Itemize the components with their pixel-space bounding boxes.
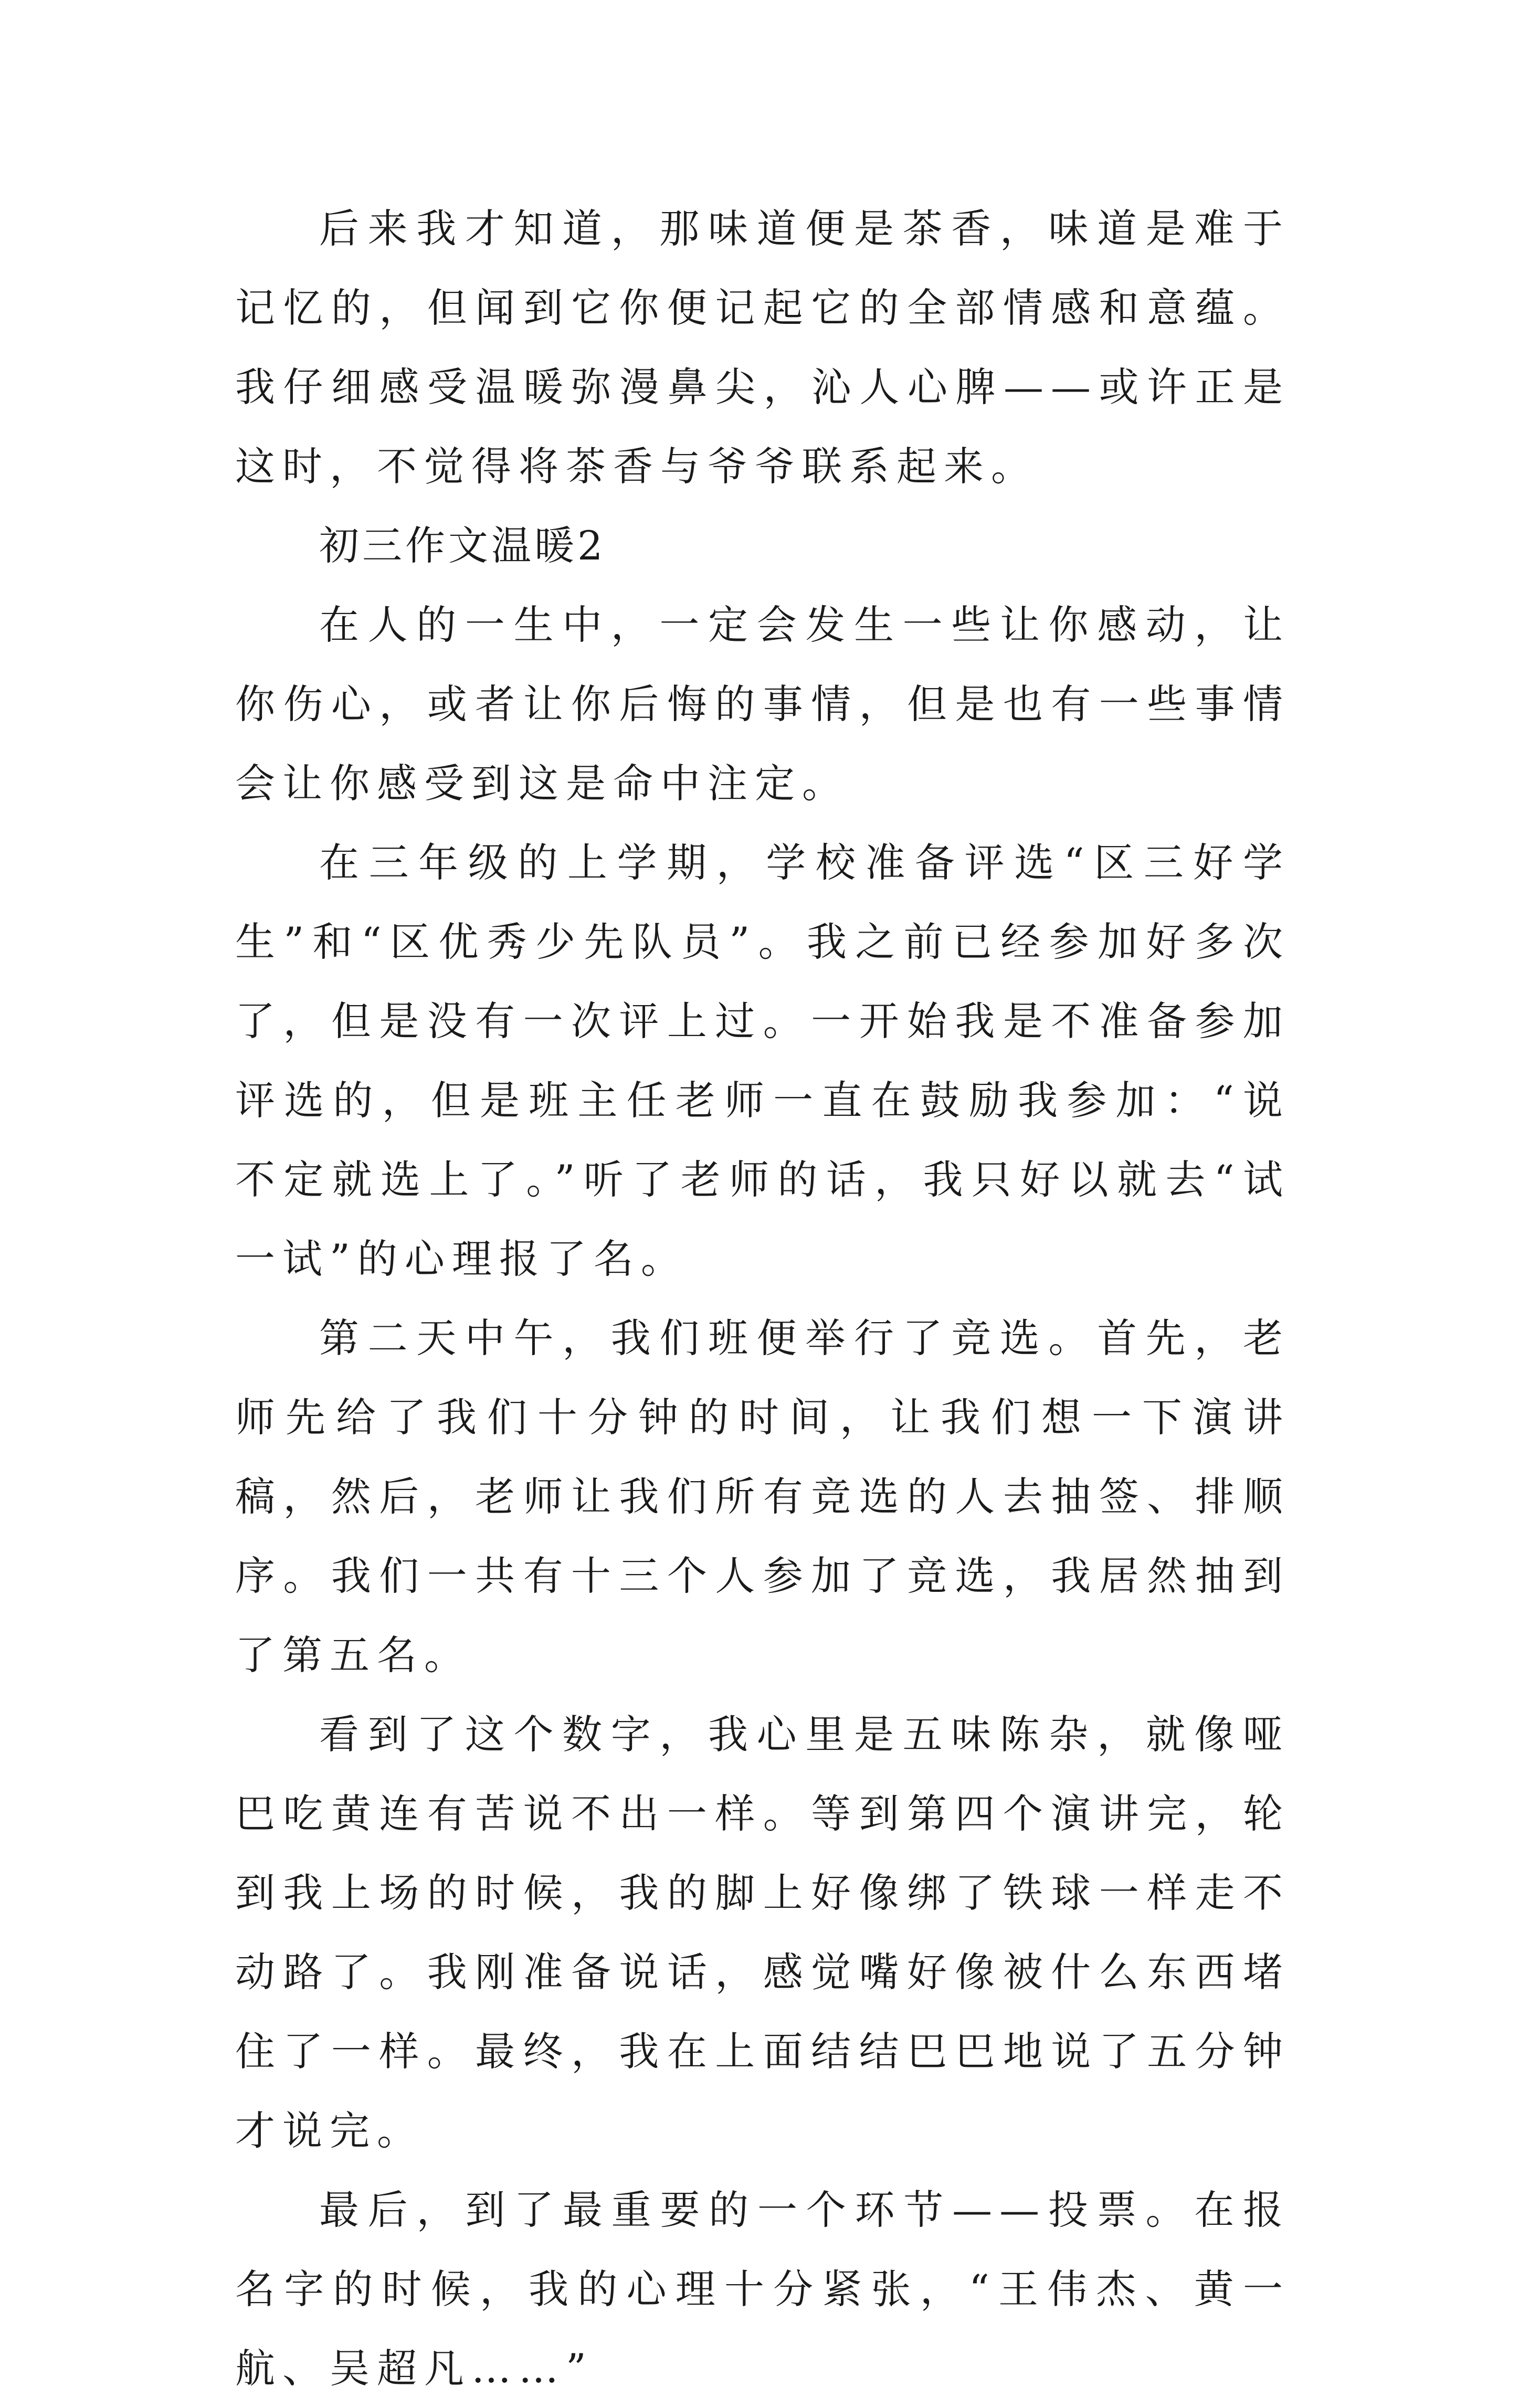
paragraph-tea-fragrance: 后来我才知道，那味道便是茶香，味道是难于记忆的，但闻到它你便记起它的全部情感和意蕴。我仔细感受温暖弥漫鼻尖，沁人心脾——或许正是这时，不觉得将茶香与爷爷联系起来。 [235, 205, 1290, 490]
essay-body [235, 189, 1290, 2408]
paragraph-vote: 最后，到了最重要的一个环节——投票。在报名字的时候，我的心理十分紧张，“王伟杰、黄一航、吴超凡……” [235, 2187, 1290, 2392]
paragraph-speech: 看到了这个数字，我心里是五味陈杂，就像哑巴吃黄连有苦说不出一样。等到第四个演讲完，轮到我上场的时候，我的脚上好像绑了铁球一样走不动路了。我刚准备说话，感觉嘴好像被什么东西堵住了一样。最终，我在上面结结巴巴地说了五分钟才说完。 [235, 1711, 1290, 2154]
paragraph-election-intro: 在三年级的上学期，学校准备评选“区三好学生”和“区优秀少先队员”。我之前已经参加好多次了，但是没有一次评上过。一开始我是不准备参加评选的，但是班主任老师一直在鼓励我参加：“说不定就选上了。”听了老师的话，我只好以就去“试一试”的心理报了名。 [235, 839, 1290, 1282]
essay-title: 初三作文温暖2 [319, 522, 606, 569]
paragraph-campaign: 第二天中午，我们班便举行了竞选。首先，老师先给了我们十分钟的时间，让我们想一下演讲稿，然后，老师让我们所有竞选的人去抽签、排顺序。我们一共有十三个人参加了竞选，我居然抽到了第五名。 [235, 1315, 1290, 1678]
paragraph-destiny: 在人的一生中，一定会发生一些让你感动，让你伤心，或者让你后悔的事情，但是也有一些事情会让你感受到这是命中注定。 [235, 601, 1290, 807]
